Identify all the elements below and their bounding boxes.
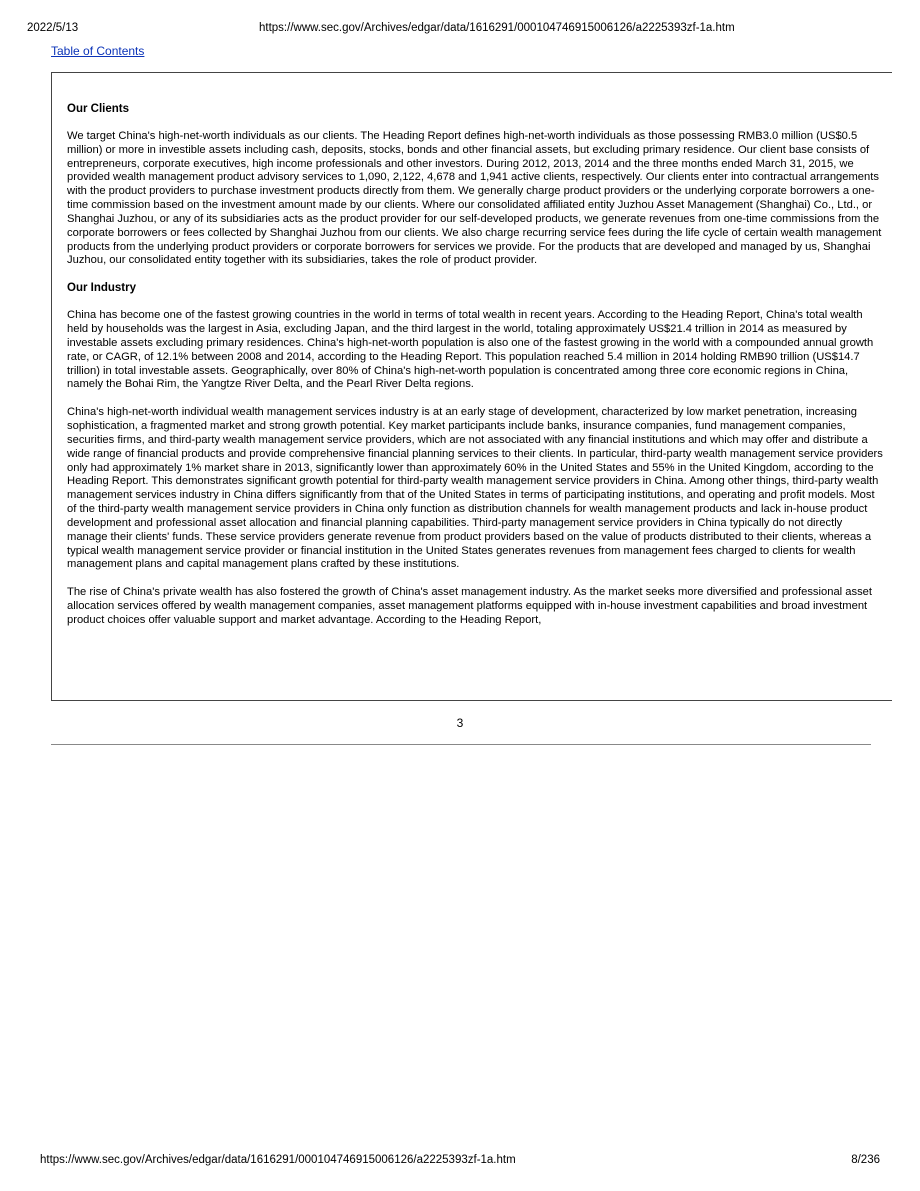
table-of-contents-link[interactable]: Table of Contents (51, 44, 145, 58)
page-number: 3 (456, 716, 464, 730)
paragraph-industry-third-party: China's high-net-worth individual wealth management services industry is at an early stage of development, characterized by low market penetration, increasing sophistication, a fragmented market and strong growth potential. Key market participants include banks, insurance companies, fund management companies, securities firms, and third-party wealth management service providers, which are not associated with any financial institutions and which may offer and distribute a wide range of financial products and provide comprehensive financial planning services to their clients. In particular, third-party wealth management service providers only had approximately 1% market share in 2013, significantly lower than approximately 60% in the United States and 55% in the United Kingdom, according to the Heading Report. This demonstrates significant growth potential for third-party wealth management service providers in China. Among other things, third-party wealth management services industry in China differs significantly from that of the United States in terms of participating institutions, and operating and profit models. Most of the third-party wealth management service providers in China only function as distribution channels for wealth management products and lack in-house product development and professional asset allocation and financial planning capabilities. Third-party management service providers in China typically do not directly manage their clients' funds. These service providers generate revenue from product providers based on the value of products distributed to their clients, whereas a typical wealth management service provider or financial institution in the United States generates revenues from management fees charged to clients for wealth management plans and capital management plans crafted by these institutions. (67, 406, 883, 571)
paragraph-industry-wealth-growth: China has become one of the fastest growing countries in the world in terms of total wealth in recent years. According to the Heading Report, China's total wealth held by households was the largest in Asia, excluding Japan, and the third largest in the world, totaling approximately US$21.4 trillion in 2014 as measured by investable assets excluding primary residences. China's high-net-worth population is also one of the fastest growing in the world with a compounded annual growth rate, or CAGR, of 12.1% between 2008 and 2014, according to the Heading Report. This population reached 5.4 million in 2014 holding RMB90 trillion (US$14.7 trillion) in total investable assets. Geographically, over 80% of China's high-net-worth population is concentrated among three core economic regions in China, namely the Bohai Rim, the Yangtze River Delta, and the Pearl River Delta regions. (67, 309, 874, 391)
print-footer-url: https://www.sec.gov/Archives/edgar/data/1616291/000104746915006126/a2225393zf-1a.htm (40, 1154, 516, 1166)
print-header-url: https://www.sec.gov/Archives/edgar/data/1616291/000104746915006126/a2225393zf-1a.htm (259, 22, 735, 34)
page-divider (51, 744, 871, 745)
document-page-frame (51, 72, 892, 701)
paragraph-industry-asset-management: The rise of China's private wealth has also fostered the growth of China's asset management industry. As the market seeks more diversified and professional asset allocation services offered by wealth management companies, asset management platforms equipped with in-house investment capabilities and broad investment product choices offer valuable support and market advantage. According to the Heading Report, (67, 586, 872, 626)
section-heading-our-clients: Our Clients (67, 103, 129, 115)
print-page-count: 8/236 (851, 1154, 880, 1166)
print-date: 2022/5/13 (27, 22, 79, 34)
document-body (67, 103, 883, 642)
paragraph-our-clients: We target China's high-net-worth individuals as our clients. The Heading Report defines high-net-worth individuals as those possessing RMB3.0 million (US$0.5 million) or more in investible assets including cash, deposits, stocks, bonds and other financial assets, but excluding primary residence. Our client base consists of entrepreneurs, corporate executives, high income professionals and other investors. During 2012, 2013, 2014 and the three months ended March 31, 2015, we provided wealth management product advisory services to 1,090, 2,122, 4,678 and 1,941 active clients, respectively. Our clients enter into contractual arrangements with the product providers to purchase investment products directly from them. We generally charge product providers or the underlying corporate borrowers a one-time commission based on the investment amount made by our clients. Where our consolidated affiliated entity Juzhou Asset Management (Shanghai) Co., Ltd., or Shanghai Juzhou, or any of its subsidiaries acts as the product provider for our self-developed products, we generate revenues from one-time commissions from the corporate borrowers or fees collected by Shanghai Juzhou from our clients. We also charge recurring service fees during the life cycle of certain wealth management products from the underlying product providers or corporate borrowers for services we provide. For the products that are developed and managed by us, Shanghai Juzhou, our consolidated entity together with its subsidiaries, takes the role of product provider. (67, 129, 882, 267)
section-heading-our-industry: Our Industry (67, 282, 137, 295)
